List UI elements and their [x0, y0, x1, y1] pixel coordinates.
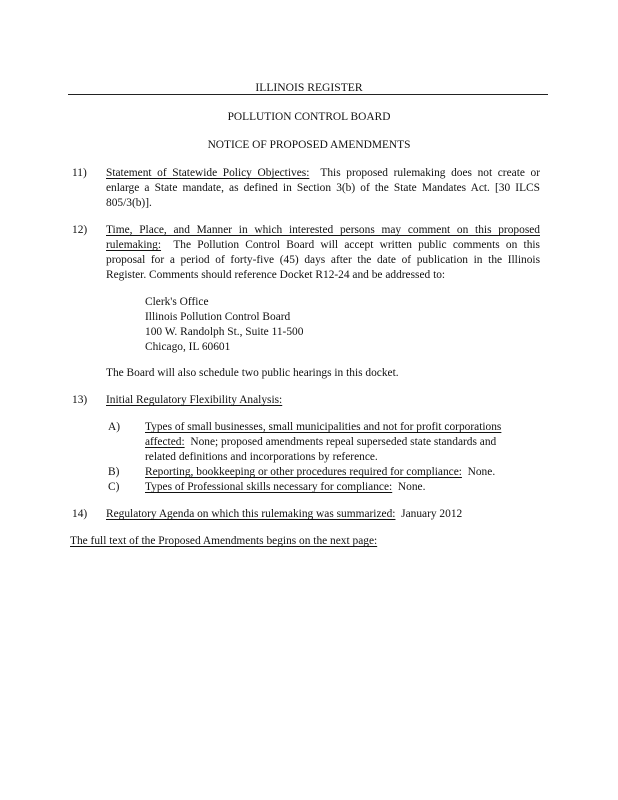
item-13-c-letter: C) [108, 481, 120, 493]
item-13-c-heading: Types of Professional skills necessary for compliance: [145, 481, 393, 493]
item-13-number: 13) [72, 394, 88, 406]
item-12-heading-line-1: Time, Place, and Manner in which interested persons may comment on this proposed [106, 224, 540, 236]
address-line: Chicago, IL 60601 [145, 341, 231, 353]
item-14-heading: Regulatory Agenda on which this rulemaking was summarized: [106, 508, 396, 520]
item-12-line-2 [106, 238, 540, 253]
item-11-line-1 [106, 166, 540, 181]
item-12-number: 12) [72, 224, 88, 236]
item-13-a-heading-2: affected: [145, 436, 185, 448]
address-line: 100 W. Randolph St., Suite 11-500 [145, 326, 304, 338]
item-11-line-1-rest: This proposed rulemaking does not create or [320, 167, 541, 179]
item-13-a-line-2 [145, 435, 540, 450]
item-11-line-3: 805/3(b)]. [106, 197, 152, 209]
item-13-c-rest: None. [397, 481, 426, 493]
item-13-b-letter: B) [108, 466, 120, 478]
address-line: Clerk's Office [145, 296, 209, 308]
item-14-line [106, 507, 540, 522]
item-13-a-heading: Types of small businesses, small municipalities and not for profit corporations [145, 421, 502, 433]
item-13-heading: Initial Regulatory Flexibility Analysis: [106, 394, 283, 406]
board-title: POLLUTION CONTROL BOARD [227, 111, 391, 123]
item-12-hearings: The Board will also schedule two public hearings in this docket. [106, 367, 399, 379]
register-title: ILLINOIS REGISTER [255, 81, 363, 94]
item-13-b-heading: Reporting, bookkeeping or other procedures required for compliance: [145, 466, 462, 478]
item-11-heading: Statement of Statewide Policy Objectives: [106, 167, 310, 179]
item-12-line-2-rest: The Pollution Control Board will accept written public comments on this [173, 239, 540, 251]
item-12-line-3: proposal for a period of forty-five (45) days after the date of publication in the Illinois [106, 254, 540, 266]
full-text-note: The full text of the Proposed Amendments begins on the next page: [70, 535, 378, 547]
item-12-heading-line-2: rulemaking: [106, 239, 162, 251]
item-11-line-2: enlarge a State mandate, as defined in Section 3(b) of the State Mandates Act. [30 ILCS [106, 182, 540, 194]
item-13-c-line [145, 480, 540, 495]
address-line: Illinois Pollution Control Board [145, 311, 291, 323]
item-14-rest: January 2012 [401, 508, 463, 520]
item-13-a-line-3: related definitions and incorporations by reference. [145, 451, 378, 463]
item-13-a-rest: None; proposed amendments repeal superseded state standards and [190, 436, 497, 448]
item-13-a-letter: A) [108, 421, 121, 433]
item-11-number: 11) [72, 167, 87, 179]
item-13-b-rest: None. [467, 466, 496, 478]
item-14-number: 14) [72, 508, 88, 520]
item-12-line-4: Register. Comments should reference Docket R12-24 and be addressed to: [106, 269, 446, 281]
notice-title: NOTICE OF PROPOSED AMENDMENTS [207, 139, 411, 151]
item-13-b-line [145, 465, 540, 480]
